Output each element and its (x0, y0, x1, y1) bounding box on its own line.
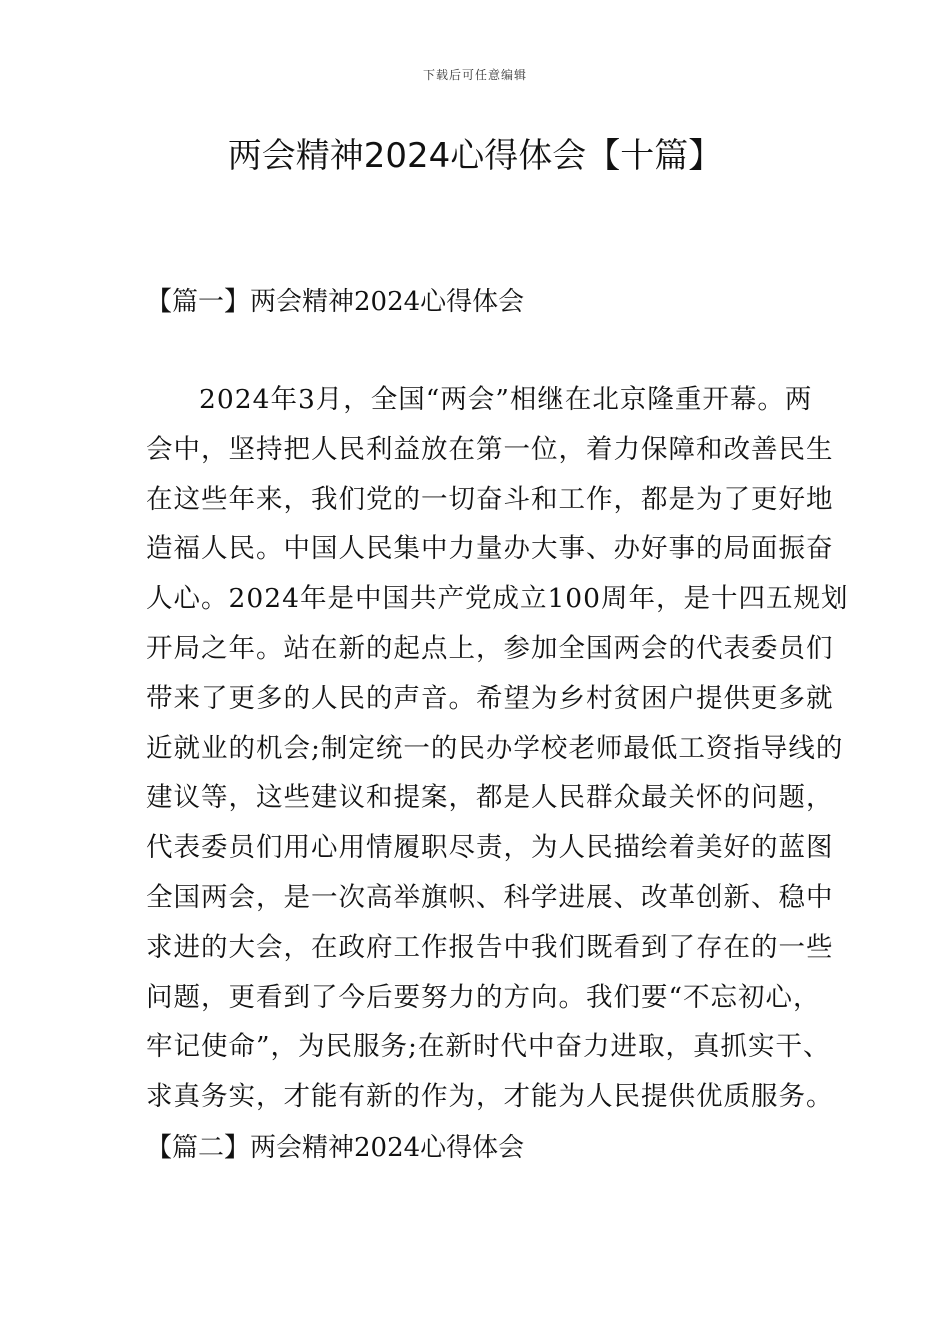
body-line: 求进的大会，在政府工作报告中我们既看到了存在的一些 (146, 931, 834, 963)
body-line: 会中，坚持把人民利益放在第一位，着力保障和改善民生 (146, 433, 834, 465)
body-line: 近就业的机会;制定统一的民办学校老师最低工资指导线的 (146, 732, 844, 764)
body-line: 带来了更多的人民的声音。希望为乡村贫困户提供更多就 (146, 682, 834, 714)
header-note: 下载后可任意编辑 (422, 68, 527, 82)
body-line: 问题，更看到了今后要努力的方向。我们要“不忘初心， (146, 981, 821, 1013)
section-1-body (146, 375, 849, 1122)
body-line: 造福人民。中国人民集中力量办大事、办好事的局面振奋 (146, 533, 834, 565)
body-line: 牢记使命”，为民服务;在新时代中奋力进取，真抓实干、 (146, 1031, 831, 1063)
section-heading-2: 【篇二】两会精神2024心得体会 (146, 1133, 525, 1163)
document-title: 两会精神2024心得体会【十篇】 (227, 136, 723, 176)
body-line: 全国两会，是一次高举旗帜、科学进展、改革创新、稳中 (146, 881, 834, 913)
body-line: 2024年3月，全国“两会”相继在北京隆重开幕。两 (199, 384, 813, 415)
body-line: 在这些年来，我们党的一切奋斗和工作，都是为了更好地 (146, 483, 834, 515)
body-line: 求真务实，才能有新的作为，才能为人民提供优质服务。 (146, 1081, 834, 1113)
section-heading-1: 【篇一】两会精神2024心得体会 (146, 287, 525, 317)
body-line: 代表委员们用心用情履职尽责，为人民描绘着美好的蓝图 (146, 832, 834, 864)
body-line: 建议等，这些建议和提案，都是人民群众最关怀的问题， (146, 782, 834, 814)
body-line: 开局之年。站在新的起点上，参加全国两会的代表委员们 (146, 632, 834, 664)
body-line: 人心。2024年是中国共产党成立100周年，是十四五规划 (146, 583, 849, 615)
